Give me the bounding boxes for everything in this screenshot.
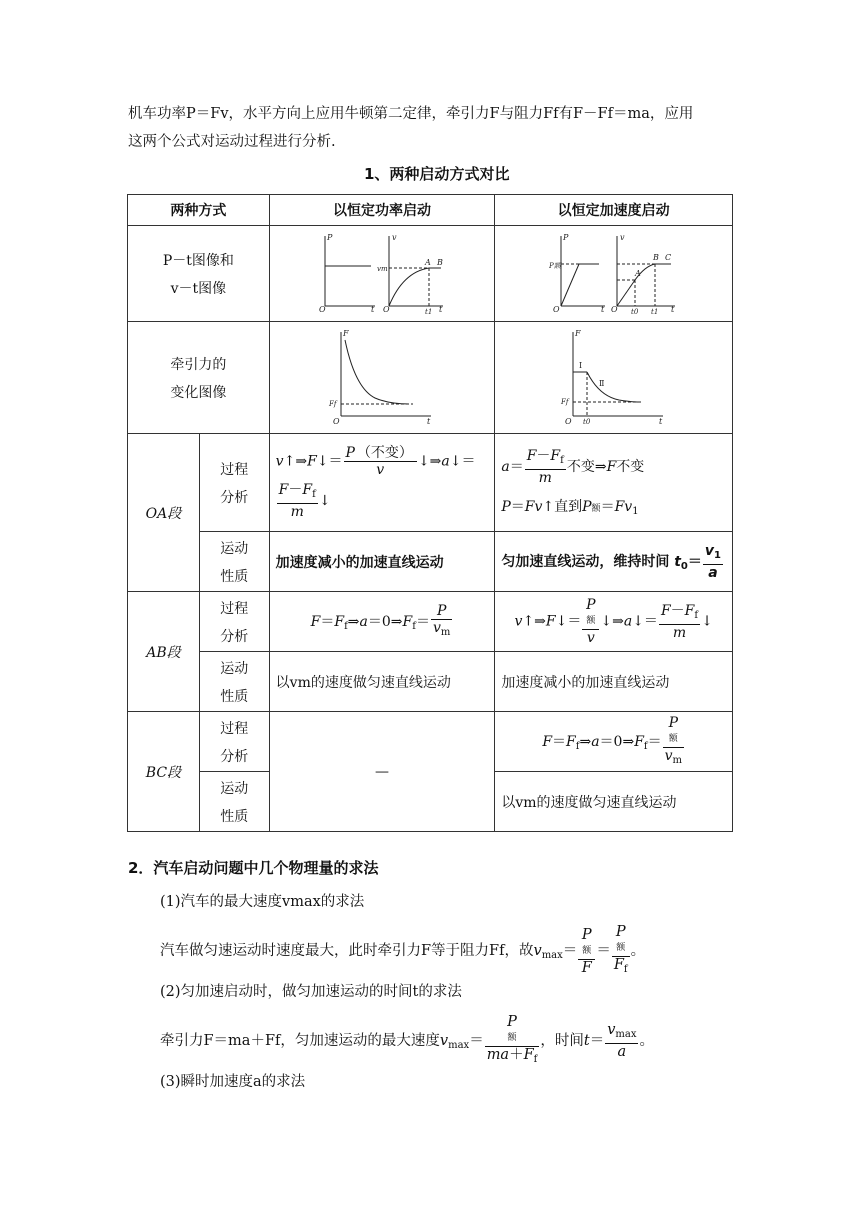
force-graph-const-acc (495, 322, 733, 434)
force-graph-const-power (269, 322, 495, 434)
bc-const-power: — (269, 712, 495, 832)
s2-item1-formula-line: 汽车做匀速运动时速度最大，此时牵引力F等于阻力Ff，故$v_{max}=$ P 额 F ＝ P 额 $F_f$ 。 (160, 924, 646, 976)
oa-proc-2: 分析 (220, 489, 249, 506)
s2-item2-formula-line: 牵引力F＝ma＋Ff，匀加速运动的最大速度$v_{max}=$ P 额 $ma+F_f$ ，时间t＝ $\frac{v_{max}}{a}$ 。 (160, 1014, 654, 1065)
ab-const-acc-motion: 加速度减小的加速直线运动 (495, 652, 733, 712)
oa-motion-label (199, 532, 269, 592)
comparison-table (127, 194, 733, 832)
svg-text:t: t (670, 304, 674, 314)
bc-proc-2: 分析 (220, 748, 249, 765)
s2-item1-text: 汽车做匀速运动时速度最大，此时牵引力F等于阻力Ff，故 (160, 943, 534, 959)
row-graph-label-2: v－t图像 (170, 280, 227, 297)
oa-const-acc-motion: 匀加速直线运动，维持时间 $t_0=$ $\frac{v_1}{a}$ (495, 532, 733, 592)
section2-title: 2．汽车启动问题中几个物理量的求法 (128, 859, 379, 877)
svg-text:F: F (574, 328, 581, 338)
ab-label (128, 592, 200, 712)
row-graph-label-1: P－t图像和 (162, 252, 234, 269)
s2-item2: (2)匀加速启动时，做匀加速运动的时间t的求法 (160, 984, 462, 1000)
svg-text:B: B (437, 257, 443, 267)
ab-motion-label (199, 652, 269, 712)
header-const-power: 以恒定功率启动 (269, 195, 495, 226)
oa-const-acc-motion-text: 匀加速直线运动，维持时间 (501, 553, 670, 570)
ab-const-power-motion: 以vm的速度做匀速直线运动 (269, 652, 495, 712)
oa-text: OA段 (145, 505, 182, 522)
svg-text:F: F (343, 328, 349, 338)
oa-const-acc-analysis: a＝ $\frac{F-F_f}{m}$ 不变⇒F不变 P＝Fv↑直到P额$=Fv_1$ (495, 434, 733, 532)
svg-text:v: v (392, 232, 397, 242)
svg-text:O: O (610, 304, 618, 314)
row-force-label (128, 322, 270, 434)
oa-const-power-motion: 加速度减小的加速直线运动 (269, 532, 495, 592)
svg-text:Ⅰ: Ⅰ (578, 360, 582, 370)
svg-text:t0: t0 (630, 307, 638, 314)
svg-text:A: A (634, 268, 641, 278)
intro-line-2: 这两个公式对运动过程进行分析. (128, 134, 336, 150)
oa-mot-1: 运动 (220, 540, 249, 557)
intro-line-1: 机车功率P＝Fv，水平方向上应用牛顿第二定律，牵引力F与阻力Ff有F－Ff＝ma，应用 (128, 106, 694, 122)
bc-mot-2: 性质 (220, 808, 249, 825)
svg-text:Ff: Ff (560, 397, 569, 406)
svg-text:t: t (371, 304, 375, 314)
oa-label (128, 434, 200, 592)
svg-text:v: v (619, 232, 625, 242)
svg-text:A: A (425, 257, 431, 267)
bc-motion-label (199, 772, 269, 832)
bc-mot-1: 运动 (220, 780, 249, 797)
header-method: 两种方式 (128, 195, 270, 226)
svg-text:C: C (664, 252, 671, 262)
svg-text:t: t (600, 304, 604, 314)
svg-text:t: t (439, 304, 443, 314)
svg-text:t1: t1 (650, 307, 658, 314)
not-change-text: （不变） (356, 445, 413, 461)
force-curve-const-acc (559, 326, 669, 426)
graph-const-acc (495, 226, 733, 322)
svg-text:O: O (383, 304, 390, 314)
s2-item2-time: ，时间 (540, 1033, 584, 1049)
force-curve-const-power (327, 326, 437, 426)
svg-text:O: O (333, 416, 340, 426)
bc-proc-label (199, 712, 269, 772)
header-const-acc: 以恒定加速度启动 (495, 195, 733, 226)
oa-proc-label (199, 434, 269, 532)
svg-text:Ⅱ: Ⅱ (598, 378, 605, 388)
pv-graph-const-acc (549, 230, 679, 314)
svg-text:t1: t1 (425, 307, 433, 314)
svg-text:vm: vm (377, 264, 388, 273)
svg-text:P额: P额 (548, 261, 561, 270)
ab-mot-2: 性质 (220, 688, 249, 705)
ab-const-power-analysis: $F=F_f\Rightarrow a=0\Rightarrow F_f=$ $\frac{P}{v_m}$ (269, 592, 495, 652)
ab-proc-label (199, 592, 269, 652)
svg-text:O: O (564, 416, 572, 426)
svg-text:t: t (658, 416, 662, 426)
svg-text:Ff: Ff (329, 399, 337, 408)
s2-item2-text: 牵引力F＝ma＋Ff，匀加速运动的最大速度 (160, 1033, 440, 1049)
pv-graph-const-power (317, 230, 447, 314)
row-graph-label (128, 226, 270, 322)
row-force-label-1: 牵引力的 (170, 356, 227, 373)
bc-const-acc-motion: 以vm的速度做匀速直线运动 (495, 772, 733, 832)
s2-item3: (3)瞬时加速度a的求法 (160, 1074, 306, 1090)
oa-const-power-analysis: v↑⇒F↓＝ $\frac{\text{P （不变）}}{v}$ ↓⇒a↓＝ $\frac{F-F_f}{m}$ ↓ (269, 434, 495, 532)
graph-const-power (269, 226, 495, 322)
oa-proc-1: 过程 (220, 461, 249, 478)
svg-text:P: P (562, 232, 569, 242)
ab-text: AB段 (146, 644, 181, 661)
svg-text:B: B (652, 252, 659, 262)
s2-item1: (1)汽车的最大速度vmax的求法 (160, 894, 365, 910)
ab-const-acc-analysis: v↑⇒F↓＝ P 额 v ↓⇒a↓＝ $\frac{F-F_f}{m}$ ↓ (495, 592, 733, 652)
svg-text:O: O (552, 304, 560, 314)
svg-text:O: O (319, 304, 326, 314)
oa-mot-2: 性质 (220, 568, 249, 585)
section1-title: 1、两种启动方式对比 (364, 165, 510, 183)
row-force-label-2: 变化图像 (170, 384, 227, 401)
ab-mot-1: 运动 (220, 660, 249, 677)
bc-proc-1: 过程 (220, 720, 249, 737)
svg-text:t: t (427, 416, 431, 426)
ab-proc-2: 分析 (220, 628, 249, 645)
bc-label (128, 712, 200, 832)
bc-text: BC段 (145, 764, 182, 781)
bc-const-acc-analysis: $F=F_f\Rightarrow a=0\Rightarrow F_f=$ P 额 $v_m$ (495, 712, 733, 772)
ab-proc-1: 过程 (220, 600, 249, 617)
svg-text:t0: t0 (582, 417, 590, 426)
svg-text:P: P (327, 232, 333, 242)
